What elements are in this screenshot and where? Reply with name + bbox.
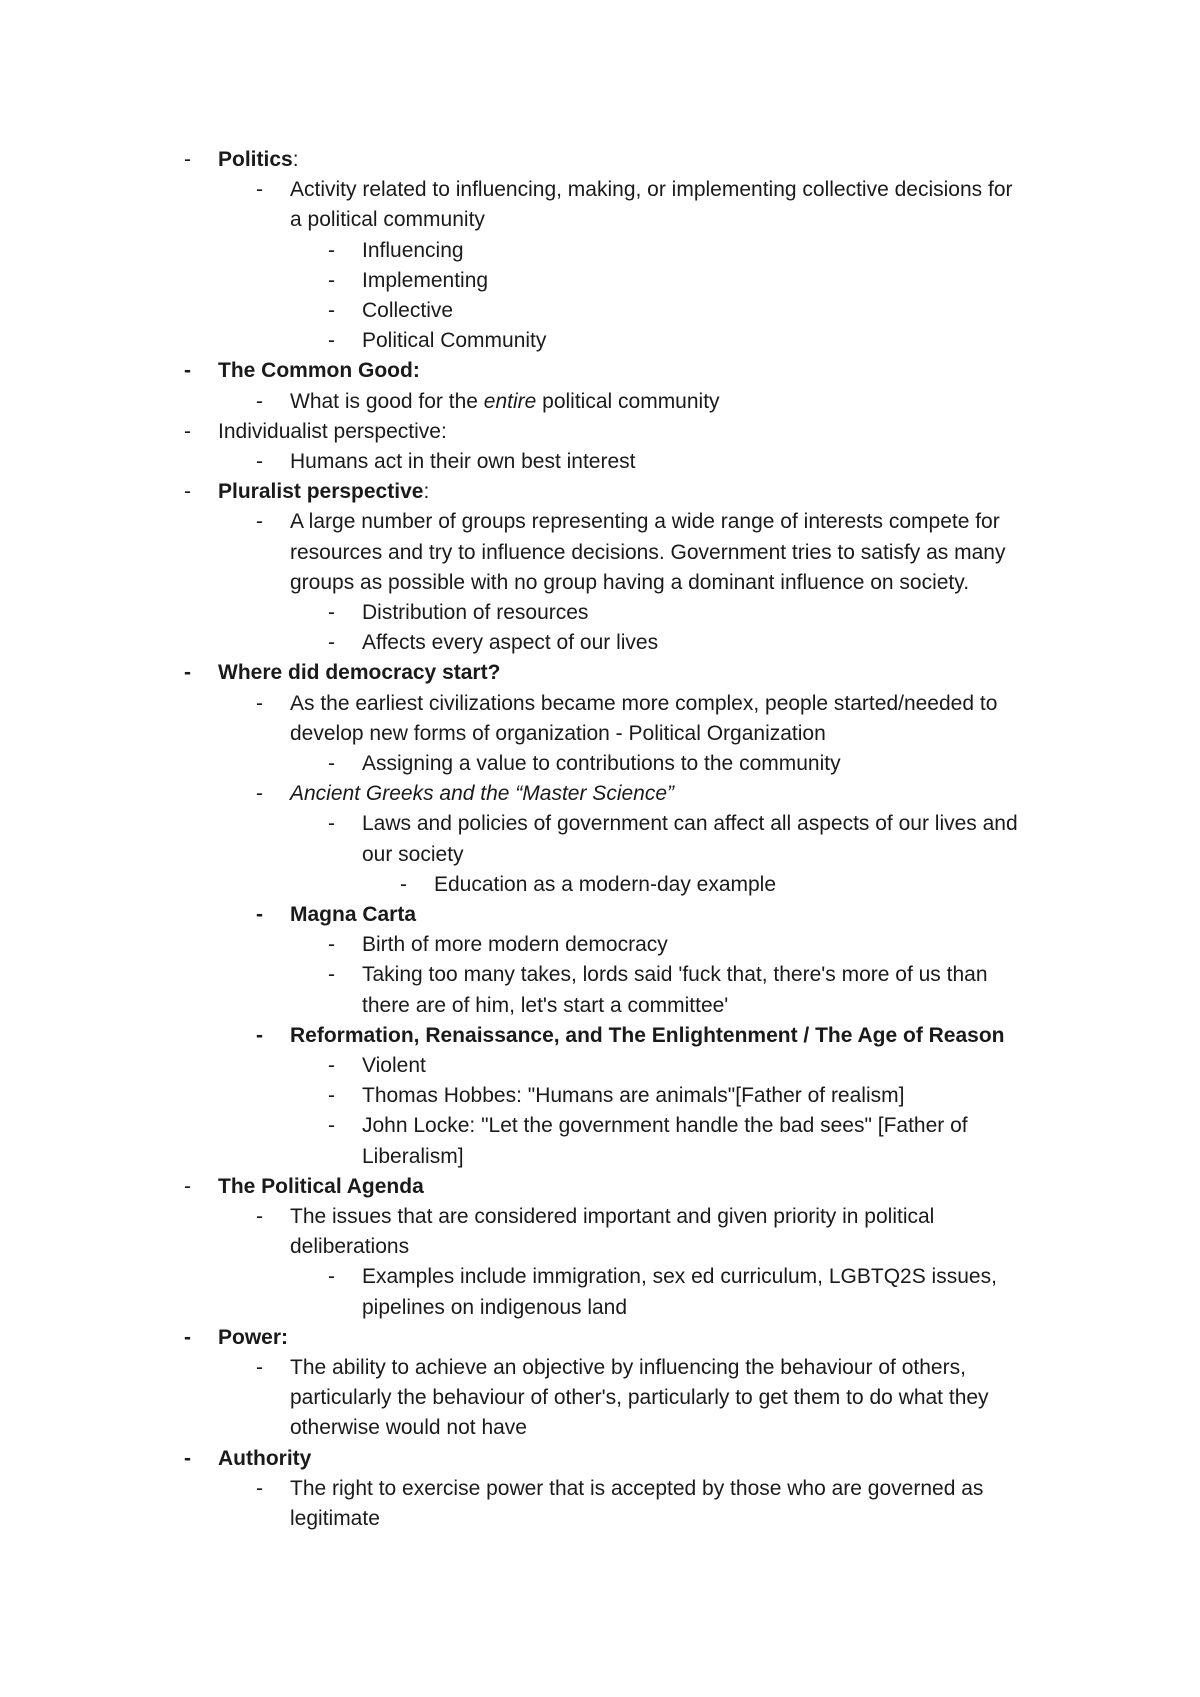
bullet-dash: -	[256, 450, 263, 473]
bullet-dash: -	[400, 872, 407, 896]
bullet-text	[290, 507, 1000, 537]
text-run: Examples include immigration, sex ed curriculum, LGBTQ2S issues,	[362, 1265, 997, 1289]
text-run: entire	[483, 389, 537, 413]
text-run: Distribution of resources	[362, 601, 589, 624]
bullet-item	[0, 1051, 1200, 1081]
text-run: otherwise would not have	[290, 1416, 527, 1440]
bullet-text	[290, 175, 1013, 205]
text-run: pipelines on indigenous land	[362, 1295, 628, 1319]
bullet-text	[362, 1293, 627, 1323]
bullet-item	[0, 266, 1200, 296]
bullet-dash: -	[328, 1114, 335, 1138]
bullet-continuation	[0, 538, 1200, 568]
bullet-text	[290, 1202, 934, 1232]
bullet-text	[362, 1111, 968, 1141]
bullet-text	[290, 1232, 409, 1262]
bullet-item	[0, 1444, 1200, 1474]
bullet-dash: -	[328, 631, 335, 655]
bullet-text	[362, 1081, 904, 1111]
bullet-item	[0, 417, 1200, 447]
text-run: A large number of groups representing a wide range of interests compete for	[290, 510, 1000, 534]
bullet-dash: -	[328, 601, 335, 624]
bullet-dash: -	[328, 933, 335, 957]
bullet-text	[290, 205, 485, 235]
text-run: Collective	[362, 299, 454, 322]
bullet-dash: -	[256, 903, 263, 926]
text-run: Laws and policies of government can affect all aspects of our lives and	[362, 812, 1018, 836]
bullet-item	[0, 689, 1200, 719]
bullet-item	[0, 628, 1200, 658]
bullet-continuation	[0, 1293, 1200, 1323]
bullet-item	[0, 960, 1200, 990]
text-run: Where did democracy start?	[218, 661, 501, 685]
bullet-dash: -	[328, 752, 335, 775]
bullet-item	[0, 1262, 1200, 1292]
text-run: resources and try to influence decisions. Government tries to satisfy as many	[290, 540, 1006, 564]
bullet-text	[218, 356, 420, 386]
text-run: Magna Carta	[290, 903, 417, 926]
bullet-text	[290, 900, 416, 930]
bullet-dash: -	[256, 1356, 263, 1379]
bullet-text	[362, 598, 588, 628]
bullet-item	[0, 145, 1200, 175]
bullet-dash: -	[328, 238, 335, 262]
bullet-item	[0, 658, 1200, 688]
bullet-text	[218, 1323, 288, 1353]
bullet-dash: -	[256, 782, 263, 806]
bullet-dash: -	[184, 661, 191, 685]
bullet-continuation	[0, 991, 1200, 1021]
bullet-text	[362, 628, 658, 658]
bullet-item	[0, 1323, 1200, 1353]
bullet-text	[290, 1383, 989, 1413]
bullet-item	[0, 1202, 1200, 1232]
bullet-text	[362, 296, 453, 326]
bullet-item	[0, 870, 1200, 900]
bullet-dash: -	[328, 299, 335, 322]
bullet-item	[0, 175, 1200, 205]
bullet-dash: -	[328, 1054, 335, 1077]
bullet-text	[290, 719, 826, 749]
bullet-text	[290, 689, 997, 719]
bullet-text	[362, 930, 668, 960]
bullet-text	[362, 266, 488, 296]
bullet-item	[0, 809, 1200, 839]
text-run: Authority	[218, 1446, 312, 1470]
bullet-item	[0, 1474, 1200, 1504]
bullet-dash: -	[328, 1084, 335, 1108]
bullet-continuation	[0, 840, 1200, 870]
bullet-text	[362, 840, 464, 870]
bullet-continuation	[0, 568, 1200, 598]
bullet-text	[362, 1142, 464, 1172]
bullet-item	[0, 1021, 1200, 1051]
text-run: Violent	[362, 1054, 426, 1077]
bullet-text	[290, 387, 720, 417]
bullet-item	[0, 1111, 1200, 1141]
text-run: there are of him, let's start a committee'	[362, 993, 729, 1017]
text-run: The right to exercise power that is accepted by those who are governed as	[290, 1476, 984, 1500]
text-run: Affects every aspect of our lives	[362, 631, 659, 655]
bullet-text	[362, 749, 841, 779]
bullet-dash: -	[184, 359, 191, 383]
bullet-dash: -	[184, 1446, 191, 1470]
bullet-dash: -	[328, 329, 335, 353]
bullet-dash: -	[328, 812, 335, 836]
bullet-item	[0, 507, 1200, 537]
text-run: legitimate	[290, 1507, 380, 1530]
bullet-item	[0, 477, 1200, 507]
text-run: Activity related to influencing, making, or implementing collective decisions for	[290, 178, 1013, 202]
bullet-dash: -	[184, 480, 191, 504]
bullet-text	[362, 1051, 426, 1081]
text-run: Power:	[218, 1325, 289, 1349]
text-run: our society	[362, 842, 464, 866]
bullet-dash: -	[184, 419, 191, 443]
bullet-text	[362, 1262, 997, 1292]
bullet-text	[218, 477, 429, 507]
bullet-dash: -	[184, 148, 191, 171]
bullet-text	[290, 1504, 380, 1534]
bullet-text	[434, 870, 776, 900]
text-run: Pluralist perspective	[218, 480, 424, 504]
bullet-item	[0, 1172, 1200, 1202]
text-run: a political community	[290, 208, 485, 232]
bullet-item	[0, 447, 1200, 477]
bullet-text	[290, 568, 969, 598]
bullet-text	[290, 1413, 527, 1443]
text-run: :	[423, 480, 430, 504]
text-run: political community	[536, 389, 720, 413]
text-run: Political Community	[362, 329, 547, 353]
bullet-item	[0, 326, 1200, 356]
bullet-text	[290, 447, 636, 477]
text-run: Taking too many takes, lords said 'fuck that, there's more of us than	[362, 963, 988, 987]
bullet-item	[0, 356, 1200, 386]
text-run: The Political Agenda	[218, 1174, 424, 1198]
bullet-text	[290, 1353, 966, 1383]
bullet-item	[0, 387, 1200, 417]
bullet-item	[0, 779, 1200, 809]
bullet-text	[290, 779, 674, 809]
bullet-item	[0, 1353, 1200, 1383]
bullet-continuation	[0, 1504, 1200, 1534]
text-run: Influencing	[362, 238, 464, 262]
bullet-dash: -	[184, 1325, 191, 1349]
bullet-continuation	[0, 1383, 1200, 1413]
bullet-dash: -	[256, 1023, 263, 1047]
bullet-item	[0, 296, 1200, 326]
text-run: particularly the behaviour of other's, particularly to get them to do what they	[290, 1386, 989, 1410]
bullet-item	[0, 1081, 1200, 1111]
text-run: :	[292, 148, 299, 171]
text-run: The Common Good:	[218, 359, 420, 383]
text-run: As the earliest civilizations became more complex, people started/needed to	[290, 691, 998, 715]
bullet-dash: -	[256, 389, 263, 413]
bullet-continuation	[0, 205, 1200, 235]
bullet-dash: -	[328, 963, 335, 987]
bullet-text	[218, 1172, 424, 1202]
bullet-text	[218, 145, 299, 175]
bullet-text	[290, 1021, 1005, 1051]
bullet-item	[0, 930, 1200, 960]
text-run: Ancient Greeks and the “Master Science”	[290, 782, 675, 806]
text-run: develop new forms of organization - Political Organization	[290, 721, 826, 745]
bullet-dash: -	[256, 691, 263, 715]
text-run: Birth of more modern democracy	[362, 933, 668, 957]
bullet-text	[218, 1444, 311, 1474]
text-run: The ability to achieve an objective by influencing the behaviour of others,	[290, 1356, 966, 1379]
text-run: Reformation, Renaissance, and The Enlightenment / The Age of Reason	[290, 1023, 1005, 1047]
bullet-item	[0, 236, 1200, 266]
bullet-text	[290, 538, 1006, 568]
bullet-continuation	[0, 1413, 1200, 1443]
bullet-dash: -	[256, 1205, 263, 1228]
bullet-text	[290, 1474, 983, 1504]
bullet-text	[362, 960, 988, 990]
bullet-text	[218, 417, 447, 447]
text-run: Thomas Hobbes: "Humans are animals"[Father of realism]	[362, 1084, 905, 1108]
bullet-item	[0, 749, 1200, 779]
text-run: deliberations	[290, 1235, 410, 1259]
text-run: What is good for the	[290, 389, 484, 413]
bullet-dash: -	[184, 1174, 191, 1198]
text-run: Liberalism]	[362, 1144, 464, 1168]
bullet-text	[362, 809, 1018, 839]
text-run: Individualist perspective:	[218, 419, 447, 443]
bullet-item	[0, 598, 1200, 628]
text-run: Assigning a value to contributions to the community	[362, 752, 841, 775]
bullet-dash: -	[256, 510, 263, 534]
bullet-text	[218, 658, 500, 688]
bullet-dash: -	[328, 268, 335, 292]
bullet-continuation	[0, 719, 1200, 749]
text-run: Humans act in their own best interest	[290, 450, 636, 473]
bullet-dash: -	[328, 1265, 335, 1289]
text-run: groups as possible with no group having a dominant influence on society.	[290, 570, 970, 594]
bullet-text	[362, 236, 464, 266]
bullet-continuation	[0, 1142, 1200, 1172]
text-run: The issues that are considered important and given priority in political	[290, 1205, 935, 1228]
text-run: John Locke: "Let the government handle the bad sees" [Father of	[362, 1114, 968, 1138]
bullet-dash: -	[256, 178, 263, 202]
bullet-text	[362, 326, 546, 356]
text-run: Politics	[218, 148, 293, 171]
bullet-continuation	[0, 1232, 1200, 1262]
bullet-dash: -	[256, 1476, 263, 1500]
text-run: Implementing	[362, 268, 489, 292]
bullet-item	[0, 900, 1200, 930]
bullet-text	[362, 991, 728, 1021]
text-run: Education as a modern-day example	[434, 872, 777, 896]
